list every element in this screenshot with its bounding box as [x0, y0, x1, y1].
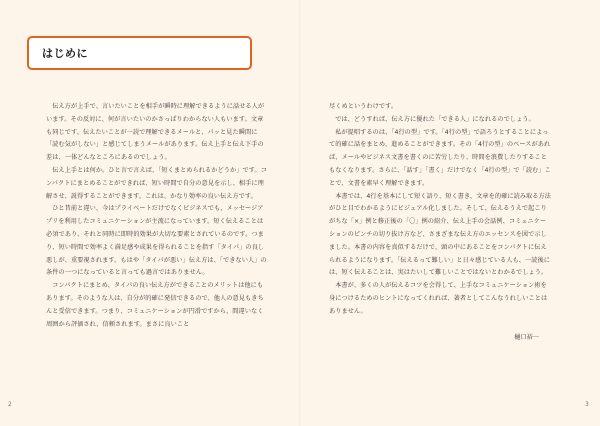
paragraph: 伝え方が上手で、言いたいことを相手が瞬時に理解できるように話せる人がいます。その反対に、何が言いたいのかさっぱりわからない人もいます。文章も同じです。伝えたいことが一読で理解できるメールと、パッと見た瞬間に「読む気がしない」と感じてしまうメールがあります。伝え上手と伝え下手の差は、一体どんなところにあるのでしょう。: [46, 103, 265, 162]
chapter-heading: はじめに: [42, 47, 88, 60]
paragraph: 本書では、4行を基本にして短く語り、短く書き、文章を的確に読み取る方法がひと目でわかるようにビジュアル化しました。そして、伝えるうえで起こりがちな「×」例と修正後の「〇」例の紹介、伝え上手の会話例、コミュニケーションのピンチの切り抜け方など、さまざまな伝え方のエッセンスを図で示しました。本書の内容を真似するだけで、頭の中にあることをコンパクトに伝えられるようになります。「伝えるって難しい」と日々感じている人も、一読後には、短く伝えることは、実はたいして難しいことではないとわかるでしょう。: [329, 192, 551, 277]
page-number-left: 2: [8, 401, 12, 408]
paragraph: 私が提唱するのは、「4行の型」です。「4行の型」で語ろうとすることによって的確に話をまとめ、進めることができます。その「4行の型」のベースがあれば、メールやビジネス文書を書くのに苦労したり、時間を浪費したりすることもなくなります。さらに、「話す」「書く」だけでなく「4行の型」で「読む」ことで、文書を素早く理解できます。: [329, 128, 551, 187]
page-gutter: [299, 0, 301, 426]
paragraph: 尽くめというわけです。: [329, 103, 398, 110]
chapter-heading-box: [27, 36, 252, 70]
paragraph: ひと昔前と違い、今はプライベートだけでなくビジネスでも、メッセージアプリを利用したコミュニケーションが主流になっています。短く伝えることは必須であり、それと同時に即時的効果が大切な要素とされているのです。つまり、短い時間で効率よく満足感や成果を得られることを指す「タイパ」の良し悪しが、重要視されます。もはや「タイパが悪い」伝え方は、「できない人」の条件の一つになっていると言っても過言ではありません。: [46, 205, 267, 277]
paragraph: 本書が、多くの人が伝えるコツを会得して、上手なコミュニケーション術を身につけるためのヒントになってくれれば、著者としてこんなうれしいことはありません。: [329, 282, 548, 315]
paragraph: 伝え上手とは何か。ひと言で言えば、「短くまとめられるかどうか」です。コンパクトにまとめることができれば、短い時間で自分の意見を示し、相手に理解させ、説得することができます。これは、かなり効率の良い伝え方です。: [46, 166, 267, 200]
author-signature: 樋口裕一: [514, 333, 539, 341]
left-page: [46, 101, 268, 331]
page-number-right: 3: [585, 401, 589, 408]
paragraph: では、どうすれば、伝え方に優れた「できる人」になれるのでしょう。: [335, 115, 535, 123]
paragraph: コンパクトにまとめ、タイパの良い伝え方ができることのメリットは他にもあります。そのような人は、自分が的確に発信できるので、他人の意見もきちんと受信できます。つまり、コミュニケーションが円滑ですから、間違いなく周囲から評価され、信頼されます。まさに良いこと: [46, 282, 264, 328]
right-page: [329, 101, 551, 344]
